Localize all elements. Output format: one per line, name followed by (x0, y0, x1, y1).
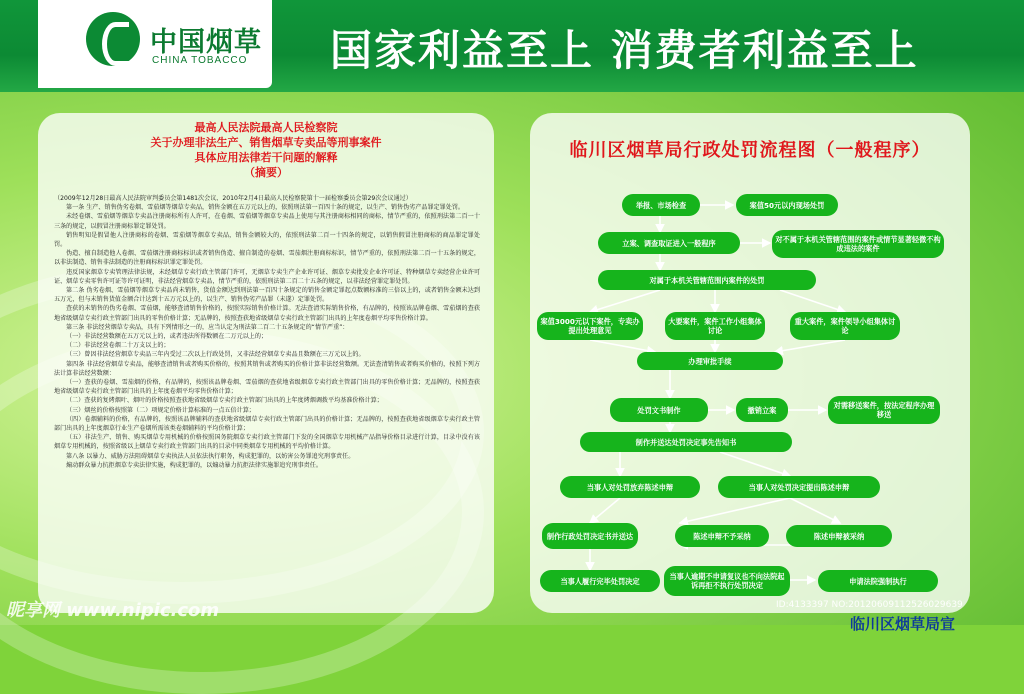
law-paragraph: 查获的未销售的伪劣卷烟、雪茄烟，能够查清销售价格的，按照实际销售价格计算。无法查清实际销售价格，有品牌的，按照该品牌卷烟、雪茄烟的查获地省级烟草专卖行政主管部门出具的零售价格计算；无品牌的，按照查获地省级烟草专卖行政主管部门出具的上年度卷烟平均零售价格计算。 (54, 305, 480, 322)
law-paragraph: 第八条 以暴力、威胁方法阻碍烟草专卖执法人员依法执行职务，构成犯罪的，以妨害公务罪追究刑事责任。 (66, 452, 355, 460)
law-paragraph: 第二条 伪劣卷烟、雪茄烟等烟草专卖品尚未销售，货值金额达到刑法第一百四十条规定的销售金额定罪起点数额标准的三倍以上的，或者销售金额未达到五万元，但与未销售货值金额合计达到十五万元以上的，以生产、销售伪劣产品罪（未遂）定罪处罚。 (54, 287, 480, 304)
law-paragraph: 第三条 非法经营烟草专卖品，具有下列情形之一的，应当认定为刑法第二百二十五条规定的“情节严重”： (66, 323, 349, 331)
flow-node-waive-defense: 当事人对处罚放弃陈述申辩 (560, 476, 700, 498)
flow-node-defense-rejected: 陈述申辩不予采纳 (675, 525, 769, 547)
law-paragraph: 销售明知是假冒他人注册商标的卷烟、雪茄烟等烟草专卖品，销售金额较大的，依照刑法第二百一十四条的规定，以销售假冒注册商标的商品罪定罪处罚。 (54, 231, 480, 249)
flow-node-report: 举报、市场检查 (622, 194, 700, 216)
flow-node-completed: 当事人履行完毕处罚决定 (540, 570, 660, 592)
law-note: （2009年12月28日最高人民法院审判委员会第1481次会议、2010年2月4日最高人民检察院第十一届检察委员会第29次会议通过） (54, 195, 412, 202)
watermark-left: 昵享网 www.nipic.com (6, 600, 220, 621)
flow-node-in-jurisdiction: 对属于本机关管辖范围内案件的处罚 (598, 270, 816, 290)
flow-node-filing: 立案、调查取证进入一般程序 (598, 232, 740, 254)
law-paragraph: （四）卷烟辅料的价格，有品牌的，按照该品牌辅料的查获地省级烟草专卖行政主管部门出具的价格计算；无品牌的，按照查获地省级烟草专卖行政主管部门出具的上年度烟草行业生产卷烟所需该类卷烟辅料的平均价格计算； (54, 415, 480, 433)
flow-node-approval: 办理审批手续 (637, 352, 783, 370)
flow-node-small-case: 案值3000元以下案件，专卖办提出处理意见 (537, 312, 643, 340)
flow-node-not-jurisdiction: 对不属于本机关管辖范围的案件或情节显著轻微不构成违法的案件 (772, 230, 944, 258)
law-paragraph: （三）曾因非法经营烟草专卖品三年内受过二次以上行政处罚，又非法经营烟草专卖品且数额在三万元以上的。 (66, 351, 365, 359)
flow-node-major-case: 大要案件，案件工作小组集体讨论 (665, 312, 765, 340)
footer-caption: 临川区烟草局宣 (850, 615, 956, 633)
law-title-4: （摘要） (244, 166, 288, 179)
law-paragraph: （一）非法经营数额在五万元以上的，或者违法所得数额在二万元以上的； (66, 333, 268, 341)
logo-english-text: CHINA TOBACCO (152, 55, 248, 66)
law-paragraph: 第四条 非法经营烟草专卖品，能够查清销售或者购买价格的，按照其销售或者购买的价格计算非法经营数额。无法查清销售或者购买价格的，按照下列方法计算非法经营数额： (54, 360, 480, 377)
flowchart-title: 临川区烟草局行政处罚流程图（一般程序） (569, 140, 931, 161)
flow-node-court-enforcement: 申请法院强制执行 (818, 570, 938, 592)
logo-chinese-text: 中国烟草 (150, 27, 262, 58)
law-paragraph: 煽动群众暴力抗拒烟草专卖法律实施，构成犯罪的，以煽动暴力抗拒法律实施罪追究刑事责任。 (66, 461, 322, 469)
watermark-id: ID:4133397 NO:20120609112526029639 (776, 600, 963, 610)
flow-node-onsite-penalty: 案值50元以内现场处罚 (736, 194, 838, 216)
flow-node-revoke: 撤销立案 (736, 398, 788, 422)
slogan: 国家利益至上 消费者利益至上 (330, 26, 919, 75)
flow-node-defense-accepted: 陈述申辩被采纳 (786, 525, 892, 547)
law-title-2: 关于办理非法生产、销售烟草专卖品等刑事案件 (150, 136, 382, 149)
law-paragraph: （五）非法生产、销售、购买烟草专用机械的价格按照国务院烟草专卖行政主管部门下发的全国烟草专用机械产品指导价格目录进行计算，目录中没有该烟草专用机械的，按照省级以上烟草专卖行政主管部门出具的目录中同类烟草专用机械的平均价格计算。 (54, 434, 480, 451)
flow-node-overdue: 当事人逾期不申请复议也不向法院起诉再拒不执行处罚决定 (664, 566, 790, 596)
law-paragraph: 第一条 生产、销售伪劣卷烟、雪茄烟等烟草专卖品，销售金额在五万元以上的，依照刑法第一百四十条的规定，以生产、销售伪劣产品罪定罪处罚。 (66, 204, 465, 212)
law-paragraph: （二）非法经营卷烟二十万支以上的； (66, 342, 170, 350)
flow-node-serious-case: 重大案件，案件领导小组集体讨论 (790, 312, 900, 340)
flow-node-documents: 处罚文书制作 (610, 398, 708, 422)
flow-node-decision-doc: 制作行政处罚决定书并送达 (542, 523, 638, 549)
law-paragraph: （一）查获的卷烟、雪茄烟的价格，有品牌的，按照该品牌卷烟、雪茄烟的查获地省级烟草专卖行政主管部门出具的零售价格计算；无品牌的，按照查获地省级烟草专卖行政主管部门出具的上年度卷烟平均零售价格计算； (54, 379, 480, 396)
law-paragraph: （三）烟丝的价格按照第（二）项规定价格计算标准的一点五倍计算； (66, 406, 255, 414)
law-paragraph: 违反国家烟草专卖管理法律法规，未经烟草专卖行政主管部门许可，无烟草专卖生产企业许可证、烟草专卖批发企业许可证、特种烟草专卖经营企业许可证、烟草专卖零售许可证等许可证明，非法经营烟草专卖品，情节严重的，依照刑法第二百二十五条的规定，以非法经营罪定罪处罚。 (54, 268, 480, 285)
law-paragraph: 伪造、擅自制造他人卷烟、雪茄烟注册商标标识或者销售伪造、擅自制造的卷烟、雪茄烟注册商标标识，情节严重的，依照刑法第二百一十五条的规定，以非法制造、销售非法制造的注册商标标识罪定罪处罚。 (54, 250, 480, 267)
flow-node-advance-notice: 制作并送达处罚决定事先告知书 (580, 432, 792, 452)
law-paragraph: 未经卷烟、雪茄烟等烟草专卖品注册商标所有人许可，在卷烟、雪茄烟等烟草专卖品上使用与其注册商标相同的商标，情节严重的，依照刑法第二百一十三条的规定，以假冒注册商标罪定罪处罚。 (54, 213, 480, 230)
law-title-1: 最高人民法院最高人民检察院 (194, 121, 338, 134)
law-title-3: 具体应用法律若干问题的解释 (194, 151, 338, 164)
law-paragraph: （二）查获的复烤烟叶、烟叶的价格按照查获地省级烟草专卖行政主管部门出具的上年度烤烟调拨平均基准价格计算； (66, 397, 383, 405)
flow-node-raise-defense: 当事人对处罚决定提出陈述申辩 (718, 476, 880, 498)
flow-node-transfer: 对需移送案件，按法定程序办理移送 (828, 396, 940, 424)
